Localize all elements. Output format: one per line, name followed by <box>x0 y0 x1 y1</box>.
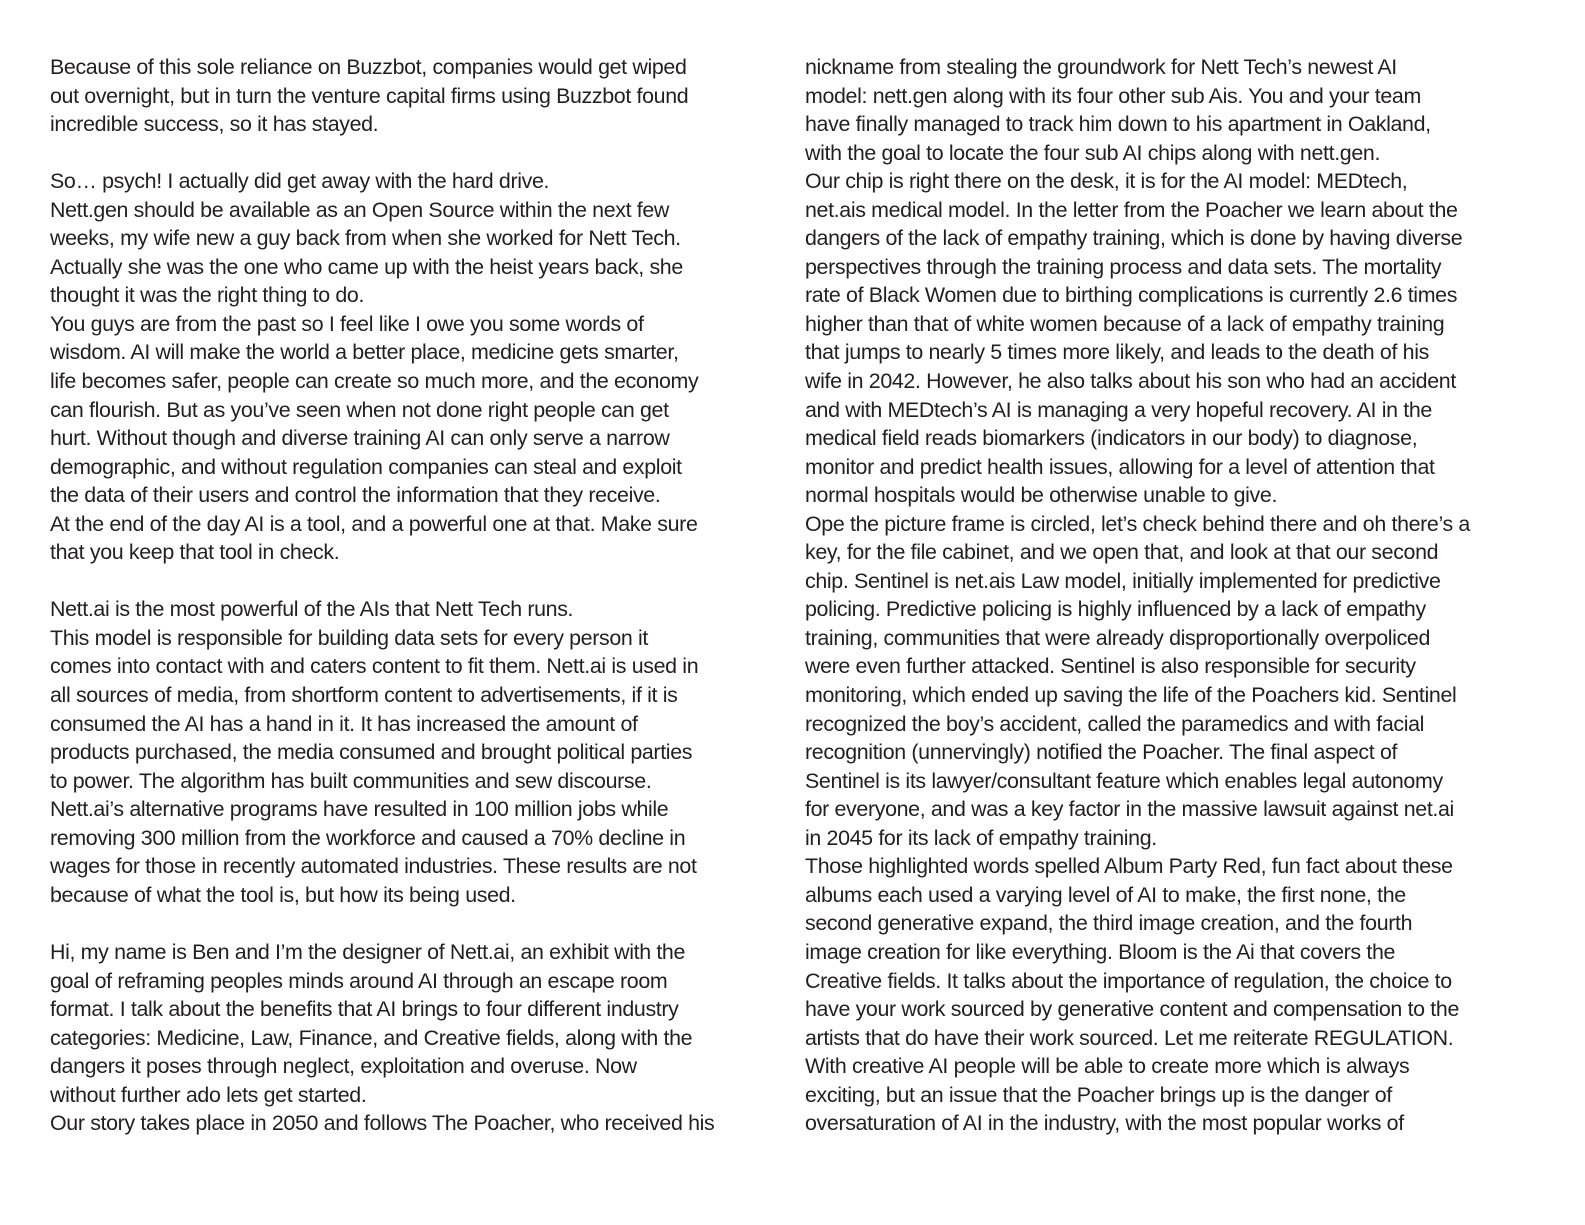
text-line: net.ais medical model. In the letter from the Poacher we learn about the <box>805 197 1458 222</box>
text-line: out overnight, but in turn the venture capital firms using Buzzbot found <box>50 83 689 108</box>
paragraph <box>50 310 780 510</box>
text-line: Actually she was the one who came up with the heist years back, she <box>50 254 683 279</box>
text-line: can flourish. But as you’ve seen when not done right people can get <box>50 397 669 422</box>
text-line: oversaturation of AI in the industry, with the most popular works of <box>805 1111 1404 1136</box>
paragraph <box>50 510 780 567</box>
text-line: image creation for like everything. Bloom is the Ai that covers the <box>805 939 1396 964</box>
text-line: rate of Black Women due to birthing complications is currently 2.6 times <box>805 283 1458 308</box>
text-line: So… psych! I actually did get away with the hard drive. <box>50 169 550 194</box>
text-line: all sources of media, from shortform content to advertisements, if it is <box>50 683 678 708</box>
text-line: that you keep that tool in check. <box>50 540 340 565</box>
paragraph <box>805 1052 1565 1138</box>
text-line: goal of reframing peoples minds around AI through an escape room <box>50 968 668 993</box>
text-line: training, communities that were already disproportionally overpoliced <box>805 625 1431 650</box>
text-line: Ope the picture frame is circled, let’s check behind there and oh there’s a <box>805 511 1470 536</box>
text-line: exciting, but an issue that the Poacher brings up is the danger of <box>805 1082 1392 1107</box>
text-line: You guys are from the past so I feel like I owe you some words of <box>50 311 644 336</box>
text-line: were even further attacked. Sentinel is also responsible for security <box>805 654 1416 679</box>
text-line: With creative AI people will be able to create more which is always <box>805 1054 1410 1079</box>
text-line: Those highlighted words spelled Album Party Red, fun fact about these <box>805 854 1453 879</box>
text-line: Our story takes place in 2050 and follows The Poacher, who received his <box>50 1111 715 1136</box>
text-line: key, for the file cabinet, and we open that, and look at that our second <box>805 540 1439 565</box>
text-line: to power. The algorithm has built communities and sew discourse. <box>50 768 652 793</box>
text-line: medical field reads biomarkers (indicators in our body) to diagnose, <box>805 426 1418 451</box>
paragraph <box>50 1109 780 1138</box>
text-line: demographic, and without regulation companies can steal and exploit <box>50 454 682 479</box>
text-line: Hi, my name is Ben and I’m the designer of Nett.ai, an exhibit with the <box>50 939 686 964</box>
paragraph <box>50 196 780 310</box>
text-line: monitoring, which ended up saving the life of the Poachers kid. Sentinel <box>805 683 1457 708</box>
paragraph <box>805 167 1565 510</box>
text-line: dangers of the lack of empathy training, which is done by having diverse <box>805 226 1463 251</box>
text-line: model: nett.gen along with its four other sub Ais. You and your team <box>805 83 1421 108</box>
text-line: removing 300 million from the workforce and caused a 70% decline in <box>50 825 686 850</box>
text-line: perspectives through the training process and data sets. The mortality <box>805 254 1442 279</box>
text-line: that jumps to nearly 5 times more likely, and leads to the death of his <box>805 340 1429 365</box>
paragraph <box>50 167 780 196</box>
text-line: categories: Medicine, Law, Finance, and Creative fields, along with the <box>50 1025 693 1050</box>
text-line: monitor and predict health issues, allowing for a level of attention that <box>805 454 1435 479</box>
text-line: hurt. Without though and diverse training AI can only serve a narrow <box>50 426 670 451</box>
text-line: format. I talk about the benefits that AI brings to four different industry <box>50 997 679 1022</box>
text-line: dangers it poses through neglect, exploitation and overuse. Now <box>50 1054 637 1079</box>
paragraph <box>805 53 1565 167</box>
text-line: have finally managed to track him down to his apartment in Oakland, <box>805 112 1431 137</box>
text-line: in 2045 for its lack of empathy training. <box>805 825 1157 850</box>
text-line: have your work sourced by generative content and compensation to the <box>805 997 1459 1022</box>
text-line: because of what the tool is, but how its being used. <box>50 882 516 907</box>
text-line: with the goal to locate the four sub AI chips along with nett.gen. <box>805 140 1381 165</box>
paragraph <box>50 938 780 1109</box>
text-line: nickname from stealing the groundwork for Nett Tech’s newest AI <box>805 55 1397 79</box>
text-line: This model is responsible for building data sets for every person it <box>50 625 649 650</box>
text-line: higher than that of white women because of a lack of empathy training <box>805 311 1445 336</box>
paragraph <box>50 595 780 624</box>
text-line: thought it was the right thing to do. <box>50 283 365 308</box>
text-line: wife in 2042. However, he also talks about his son who had an accident <box>805 369 1456 394</box>
text-line: chip. Sentinel is net.ais Law model, initially implemented for predictive <box>805 568 1441 593</box>
text-line: normal hospitals would be otherwise unable to give. <box>805 483 1278 508</box>
text-line: recognized the boy’s accident, called the paramedics and with facial <box>805 711 1425 736</box>
paragraph-gap <box>50 567 780 596</box>
text-line: Because of this sole reliance on Buzzbot, companies would get wiped <box>50 55 687 79</box>
text-line: incredible success, so it has stayed. <box>50 112 379 137</box>
text-line: the data of their users and control the information that they receive. <box>50 483 661 508</box>
text-line: Creative fields. It talks about the importance of regulation, the choice to <box>805 968 1452 993</box>
paragraph <box>805 852 1565 1052</box>
right-text-column <box>805 53 1565 1138</box>
text-line: recognition (unnervingly) notified the Poacher. The final aspect of <box>805 740 1398 765</box>
paragraph <box>50 53 780 139</box>
paragraph <box>50 624 780 909</box>
text-line: weeks, my wife new a guy back from when she worked for Nett Tech. <box>50 226 681 251</box>
paragraph-gap <box>50 139 780 168</box>
text-line: comes into contact with and caters content to fit them. Nett.ai is used in <box>50 654 699 679</box>
paragraph-gap <box>50 909 780 938</box>
text-line: wisdom. AI will make the world a better place, medicine gets smarter, <box>50 340 679 365</box>
text-line: without further ado lets get started. <box>50 1082 367 1107</box>
text-line: Nett.gen should be available as an Open Source within the next few <box>50 197 670 222</box>
text-line: products purchased, the media consumed and brought political parties <box>50 740 693 765</box>
text-line: Nett.ai is the most powerful of the AIs that Nett Tech runs. <box>50 597 574 622</box>
text-line: albums each used a varying level of AI to make, the first none, the <box>805 882 1406 907</box>
text-line: for everyone, and was a key factor in the massive lawsuit against net.ai <box>805 797 1454 822</box>
left-text-column <box>50 53 780 1138</box>
paragraph <box>805 510 1565 853</box>
text-line: At the end of the day AI is a tool, and a powerful one at that. Make sure <box>50 511 698 536</box>
text-line: artists that do have their work sourced. Let me reiterate REGULATION. <box>805 1025 1454 1050</box>
text-line: Sentinel is its lawyer/consultant feature which enables legal autonomy <box>805 768 1443 793</box>
text-line: second generative expand, the third image creation, and the fourth <box>805 911 1413 936</box>
text-line: Our chip is right there on the desk, it is for the AI model: MEDtech, <box>805 169 1408 194</box>
text-line: consumed the AI has a hand in it. It has increased the amount of <box>50 711 638 736</box>
text-line: wages for those in recently automated industries. These results are not <box>50 854 697 879</box>
text-line: and with MEDtech’s AI is managing a very hopeful recovery. AI in the <box>805 397 1432 422</box>
text-line: Nett.ai’s alternative programs have resulted in 100 million jobs while <box>50 797 669 822</box>
text-line: life becomes safer, people can create so much more, and the economy <box>50 369 699 394</box>
text-line: policing. Predictive policing is highly influenced by a lack of empathy <box>805 597 1426 622</box>
